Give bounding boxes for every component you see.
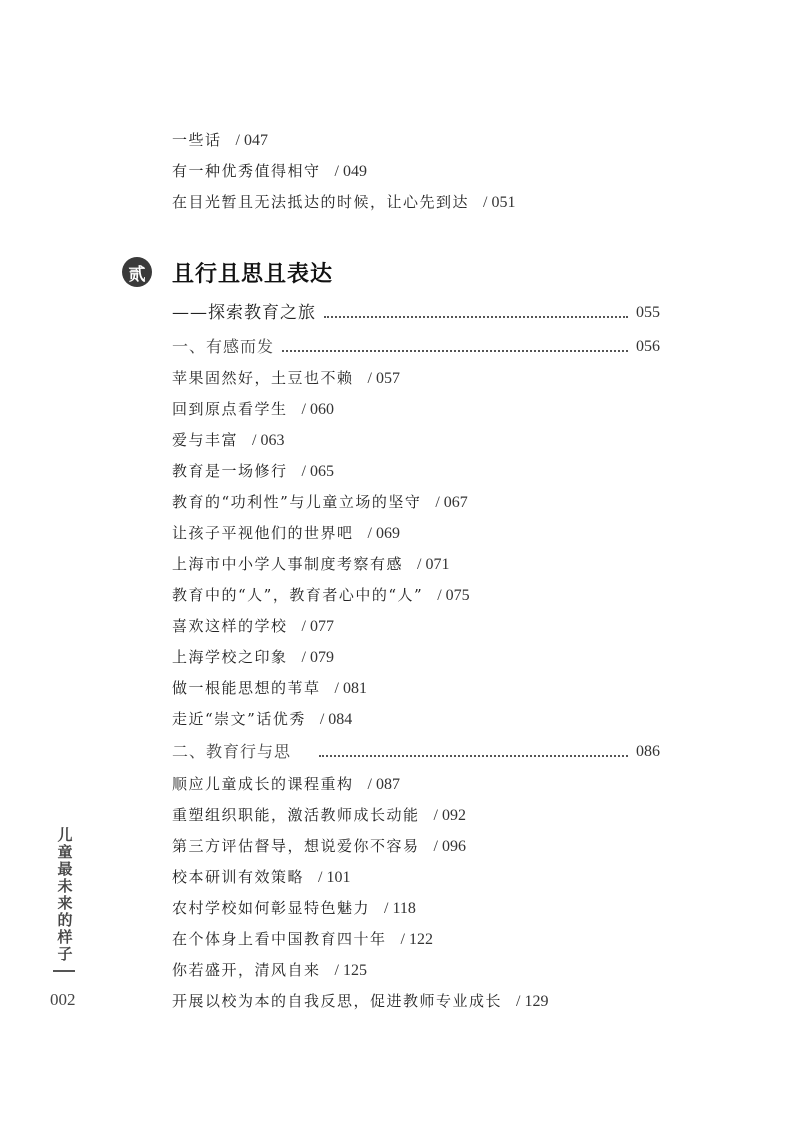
entry-page: / 067 bbox=[435, 494, 468, 511]
section-page: 086 bbox=[636, 743, 660, 760]
section-page: 056 bbox=[636, 338, 660, 355]
toc-entry[interactable] bbox=[172, 645, 334, 669]
toc-entry[interactable] bbox=[172, 927, 433, 951]
toc-entry[interactable] bbox=[172, 159, 367, 183]
toc-entry[interactable] bbox=[172, 834, 466, 858]
toc-entry[interactable] bbox=[172, 459, 334, 483]
toc-entry[interactable] bbox=[172, 552, 449, 576]
page-number: 002 bbox=[50, 990, 76, 1009]
entry-title: 校本研训有效策略 bbox=[172, 868, 305, 886]
entry-page: / 092 bbox=[433, 807, 466, 824]
entry-title: 开展以校为本的自我反思，促进教师专业成长 bbox=[172, 992, 503, 1010]
toc-entry[interactable] bbox=[172, 803, 466, 827]
toc-entry[interactable] bbox=[172, 958, 367, 982]
entry-page: / 129 bbox=[516, 993, 549, 1010]
entry-page: / 071 bbox=[417, 556, 450, 573]
entry-title: 做一根能思想的苇草 bbox=[172, 679, 321, 697]
entry-page: / 125 bbox=[334, 962, 367, 979]
toc-entry[interactable] bbox=[172, 490, 468, 514]
entry-title: 上海市中小学人事制度考察有感 bbox=[172, 555, 404, 573]
entry-title: 回到原点看学生 bbox=[172, 400, 288, 418]
entry-page: / 122 bbox=[400, 931, 433, 948]
entry-page: / 063 bbox=[252, 432, 285, 449]
entry-title: 让孩子平视他们的世界吧 bbox=[172, 524, 354, 542]
entry-title: 重塑组织职能，激活教师成长动能 bbox=[172, 806, 420, 824]
chapter-number-badge: 贰 bbox=[122, 257, 152, 287]
entry-title: 苹果固然好，土豆也不赖 bbox=[172, 369, 354, 387]
chapter-title: 且行且思且表达 bbox=[172, 260, 334, 287]
section-label: 一、有感而发 bbox=[172, 337, 275, 356]
entry-title: 在个体身上看中国教育四十年 bbox=[172, 930, 387, 948]
entry-title: 爱与丰富 bbox=[172, 431, 239, 449]
entry-page: / 060 bbox=[301, 401, 334, 418]
entry-title: 第三方评估督导，想说爱你不容易 bbox=[172, 837, 420, 855]
toc-entry[interactable] bbox=[172, 428, 284, 452]
entry-page: / 065 bbox=[301, 463, 334, 480]
chapter-heading bbox=[122, 254, 333, 290]
entry-page: / 049 bbox=[334, 163, 367, 180]
entry-title: 教育中的“人”，教育者心中的“人” bbox=[172, 586, 424, 604]
toc-entry[interactable] bbox=[172, 707, 352, 731]
dot-leader bbox=[282, 348, 628, 352]
entry-page: / 079 bbox=[301, 649, 334, 666]
entry-title: 教育的“功利性”与儿童立场的坚守 bbox=[172, 493, 422, 511]
entry-title: 顺应儿童成长的课程重构 bbox=[172, 775, 354, 793]
toc-entry[interactable] bbox=[172, 583, 470, 607]
dot-leader bbox=[324, 314, 628, 318]
entry-page: / 057 bbox=[367, 370, 400, 387]
section-heading[interactable] bbox=[172, 335, 660, 359]
chapter-subtitle: ——探索教育之旅 bbox=[172, 303, 316, 323]
entry-page: / 047 bbox=[235, 132, 268, 149]
toc-entry[interactable] bbox=[172, 989, 548, 1013]
entry-page: / 069 bbox=[367, 525, 400, 542]
entry-title: 喜欢这样的学校 bbox=[172, 617, 288, 635]
section-heading[interactable] bbox=[172, 740, 660, 764]
entry-title: 走近“崇文”话优秀 bbox=[172, 710, 306, 728]
entry-title: 你若盛开，清风自来 bbox=[172, 961, 321, 979]
toc-entry[interactable] bbox=[172, 614, 334, 638]
entry-title: 一些话 bbox=[172, 131, 222, 149]
entry-page: / 101 bbox=[318, 869, 351, 886]
entry-title: 教育是一场修行 bbox=[172, 462, 288, 480]
chapter-subtitle-line[interactable] bbox=[172, 301, 660, 325]
entry-page: / 051 bbox=[483, 194, 516, 211]
entry-title: 有一种优秀值得相守 bbox=[172, 162, 321, 180]
toc-entry[interactable] bbox=[172, 772, 400, 796]
running-book-title: 儿童最未来的样子 bbox=[57, 826, 73, 963]
entry-page: / 081 bbox=[334, 680, 367, 697]
toc-entry[interactable] bbox=[172, 896, 416, 920]
chapter-page: 055 bbox=[636, 304, 660, 321]
toc-entry[interactable] bbox=[172, 366, 400, 390]
toc-entry[interactable] bbox=[172, 676, 367, 700]
toc-entry[interactable] bbox=[172, 397, 334, 421]
entry-page: / 096 bbox=[433, 838, 466, 855]
entry-title: 在目光暂且无法抵达的时候，让心先到达 bbox=[172, 193, 470, 211]
entry-page: / 118 bbox=[384, 900, 416, 917]
toc-entry[interactable] bbox=[172, 865, 350, 889]
toc-entry[interactable] bbox=[172, 190, 515, 214]
entry-title: 农村学校如何彰显特色魅力 bbox=[172, 899, 371, 917]
entry-title: 上海学校之印象 bbox=[172, 648, 288, 666]
toc-entry[interactable] bbox=[172, 521, 400, 545]
entry-page: / 084 bbox=[319, 711, 353, 728]
entry-page: / 077 bbox=[301, 618, 334, 635]
entry-page: / 075 bbox=[437, 587, 470, 604]
toc-entry[interactable] bbox=[172, 128, 268, 152]
margin-rule bbox=[53, 970, 75, 972]
section-label: 二、教育行与思 bbox=[172, 742, 292, 761]
entry-page: / 087 bbox=[367, 776, 400, 793]
dot-leader bbox=[319, 753, 628, 757]
